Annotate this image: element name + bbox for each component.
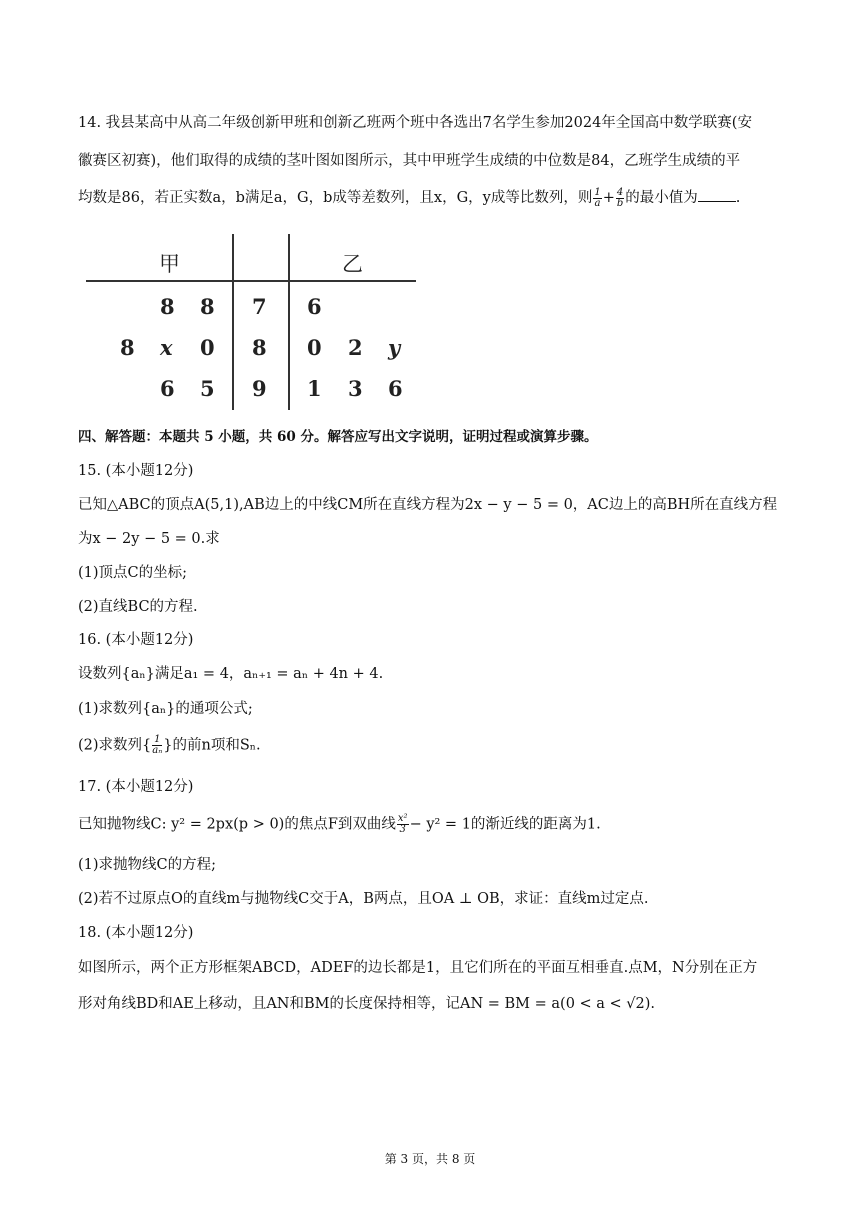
leaf-left: 8 <box>200 294 215 319</box>
stem-value: 7 <box>252 294 267 319</box>
q17-title: 17. (本小题12分) <box>78 779 194 795</box>
divider-left <box>232 234 234 410</box>
q15-line1: 已知△ABC的顶点A(5,1),AB边上的中线CM所在直线方程为2x − y − 5 = 0，AC边上的高BH所在直线方程 <box>78 497 778 513</box>
q15-title: 15. (本小题12分) <box>78 463 194 479</box>
answer-blank <box>698 187 736 202</box>
leaf-left: 8 <box>120 335 135 360</box>
plus-sign: + <box>602 190 615 206</box>
q17-part2: (2)若不过原点O的直线m与抛物线C交于A，B两点，且OA ⊥ OB，求证：直线m过定点. <box>78 891 649 907</box>
q15-part2: (2)直线BC的方程. <box>78 599 198 615</box>
q14-line3 <box>78 187 778 209</box>
frac-den: b <box>616 197 624 209</box>
leaf-right: 1 <box>307 376 322 401</box>
leaf-right: 6 <box>307 294 322 319</box>
q14-line3-text: 均数是86，若正实数a，b满足a，G，b成等差数列，且x，G，y成等比数列，则 <box>78 190 593 206</box>
leaf-right: 0 <box>307 335 322 360</box>
frac-den: aₙ <box>152 745 163 756</box>
fraction-1-over-a <box>593 188 601 209</box>
stem-value: 8 <box>252 335 267 360</box>
q15-line2: 为x − 2y − 5 = 0.求 <box>78 531 220 547</box>
q16-part1: (1)求数列{aₙ}的通项公式; <box>78 701 253 717</box>
header-yi: 乙 <box>342 252 363 276</box>
q17-line1 <box>78 814 778 835</box>
leaf-right: 6 <box>388 376 403 401</box>
q14-line3-tail: 的最小值为 <box>625 190 698 206</box>
header-rule <box>86 280 416 282</box>
fraction-x2-over-3 <box>397 814 409 835</box>
frac-num: 1 <box>594 186 601 198</box>
q18-line2: 形对角线BD和AE上移动，且AN和BM的长度保持相等，记AN = BM = a(0 < a < √2). <box>78 996 656 1012</box>
header-jia: 甲 <box>159 252 180 276</box>
q15-part1: (1)顶点C的坐标; <box>78 565 188 581</box>
leaf-right-y: y <box>388 335 401 360</box>
frac-den: 3 <box>399 824 406 835</box>
leaf-left-x: x <box>160 335 173 360</box>
stem-value: 9 <box>252 376 267 401</box>
fraction-4-over-b <box>616 188 624 209</box>
divider-right <box>288 234 290 410</box>
q16-line1: 设数列{aₙ}满足a₁ = 4，aₙ₊₁ = aₙ + 4n + 4. <box>78 666 384 682</box>
frac-num: 1 <box>154 734 161 745</box>
q16-part2-tail: }的前n项和Sₙ. <box>163 737 261 754</box>
frac-num: x² <box>397 813 408 824</box>
leaf-right: 3 <box>348 376 363 401</box>
stem-leaf-plot <box>84 228 424 413</box>
fraction-1-over-an <box>152 735 162 756</box>
q18-title: 18. (本小题12分) <box>78 925 194 941</box>
q18-line1: 如图所示，两个正方形框架ABCD，ADEF的边长都是1，且它们所在的平面互相垂直.点M，N分别在正方 <box>78 960 758 976</box>
period: . <box>735 190 741 206</box>
q14-line2: 徽赛区初赛)，他们取得的成绩的茎叶图如图所示，其中甲班学生成绩的中位数是84，乙班学生成绩的平 <box>78 153 741 169</box>
leaf-left: 8 <box>160 294 175 319</box>
q17-line1-text: 已知抛物线C: y² = 2px(p > 0)的焦点F到双曲线 <box>78 816 396 833</box>
leaf-left: 5 <box>200 376 215 401</box>
frac-num: 4 <box>616 186 624 198</box>
leaf-left: 0 <box>200 335 215 360</box>
q17-line1-tail: − y² = 1的渐近线的距离为1. <box>409 816 601 833</box>
q16-title: 16. (本小题12分) <box>78 632 194 648</box>
q14-line1: 14. 我县某高中从高二年级创新甲班和创新乙班两个班中各选出7名学生参加2024年全国高中数学联赛(安 <box>78 115 752 131</box>
q16-part2-text: (2)求数列{ <box>78 737 152 754</box>
leaf-right: 2 <box>348 335 363 360</box>
q16-part2 <box>78 735 778 756</box>
section-heading: 四、解答题：本题共 5 小题，共 60 分。解答应写出文字说明，证明过程或演算步骤。 <box>78 429 598 445</box>
page-footer: 第 3 页，共 8 页 <box>384 1152 476 1166</box>
q17-part1: (1)求抛物线C的方程; <box>78 857 217 873</box>
frac-den: a <box>594 197 601 209</box>
leaf-left: 6 <box>160 376 175 401</box>
